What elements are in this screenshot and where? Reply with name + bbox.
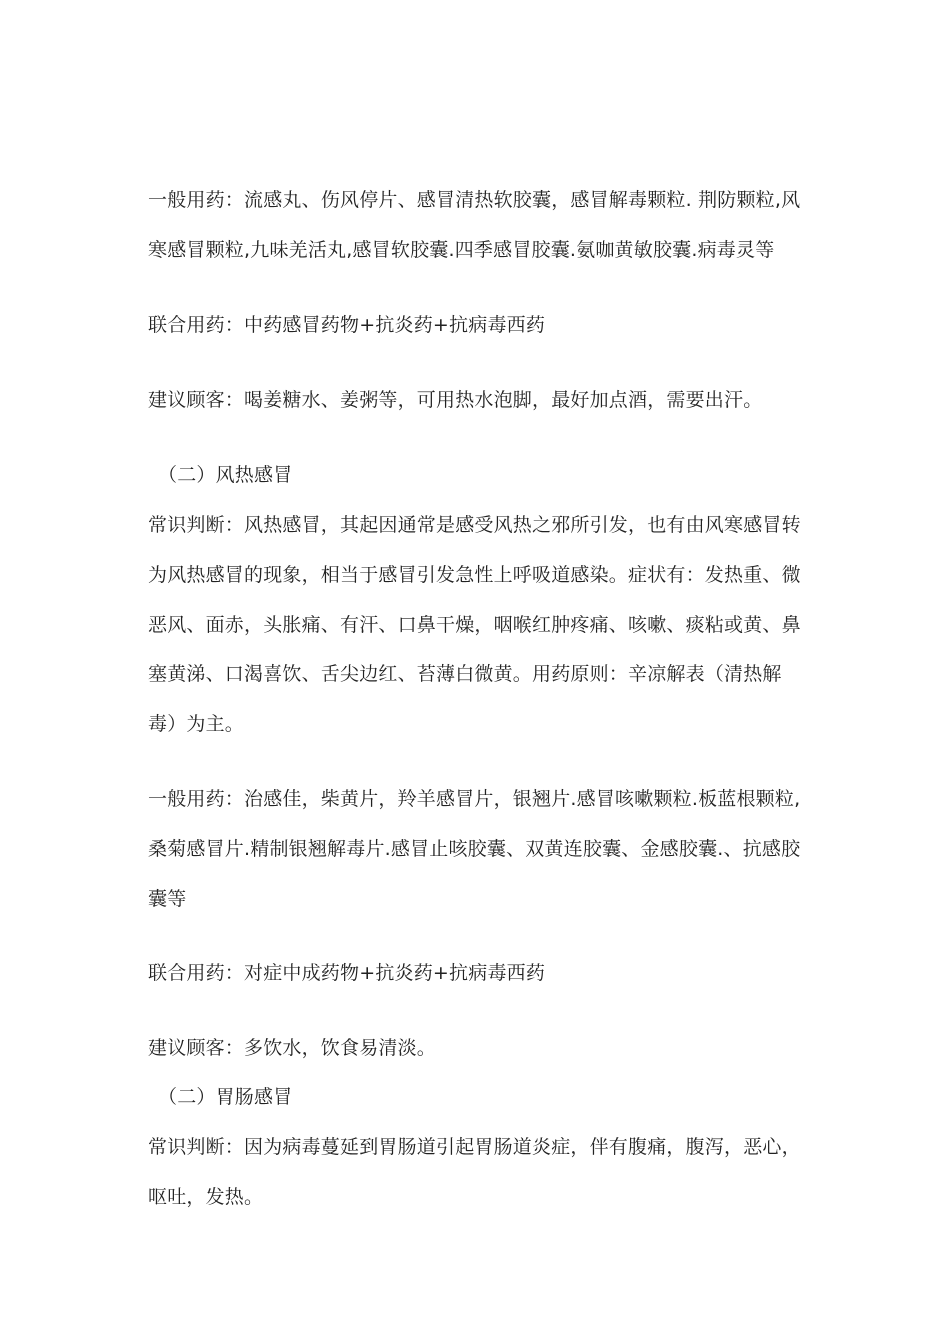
- diagnosis-text: 塞黄涕、口渴喜饮、舌尖边红、苔薄白微黄。用药原则：辛凉解表（清热解: [148, 663, 782, 685]
- section-heading: （二）胃肠感冒: [158, 1086, 293, 1108]
- diagnosis-text: 常识判断：风热感冒，其起因通常是感受风热之邪所引发，也有由风寒感冒转: [148, 514, 801, 536]
- diagnosis-text: 为风热感冒的现象，相当于感冒引发急性上呼吸道感染。症状有：发热重、微: [148, 564, 801, 586]
- general-medication-text: 桑菊感冒片.精制银翘解毒片.感冒止咳胶囊、双黄连胶囊、金感胶囊.、抗感胶: [148, 838, 801, 860]
- general-medication-text: 囊等: [148, 888, 187, 910]
- combined-medication-text: 联合用药：中药感冒药物+抗炎药+抗病毒西药: [148, 314, 546, 336]
- customer-advice-text: 建议顾客：喝姜糖水、姜粥等，可用热水泡脚，最好加点酒，需要出汗。: [148, 389, 763, 411]
- diagnosis-text: 恶风、面赤，头胀痛、有汗、口鼻干燥，咽喉红肿疼痛、咳嗽、痰粘或黄、鼻: [148, 614, 801, 636]
- diagnosis-text: 常识判断：因为病毒蔓延到胃肠道引起胃肠道炎症，伴有腹痛，腹泻，恶心，: [148, 1136, 801, 1158]
- section-heading: （二）风热感冒: [158, 464, 293, 486]
- combined-medication-text: 联合用药：对症中成药物+抗炎药+抗病毒西药: [148, 962, 546, 984]
- diagnosis-text: 毒）为主。: [148, 713, 245, 735]
- general-medication-text: 寒感冒颗粒,九味羌活丸,感冒软胶囊.四季感冒胶囊.氨咖黄敏胶囊.病毒灵等: [148, 239, 775, 261]
- diagnosis-text: 呕吐，发热。: [148, 1186, 264, 1208]
- customer-advice-text: 建议顾客：多饮水，饮食易清淡。: [148, 1037, 437, 1059]
- general-medication-text: 一般用药：流感丸、伤风停片、感冒清热软胶囊，感冒解毒颗粒. 荆防颗粒,风: [148, 189, 801, 211]
- general-medication-text: 一般用药：治感佳，柴黄片，羚羊感冒片，银翘片.感冒咳嗽颗粒.板蓝根颗粒,: [148, 788, 801, 810]
